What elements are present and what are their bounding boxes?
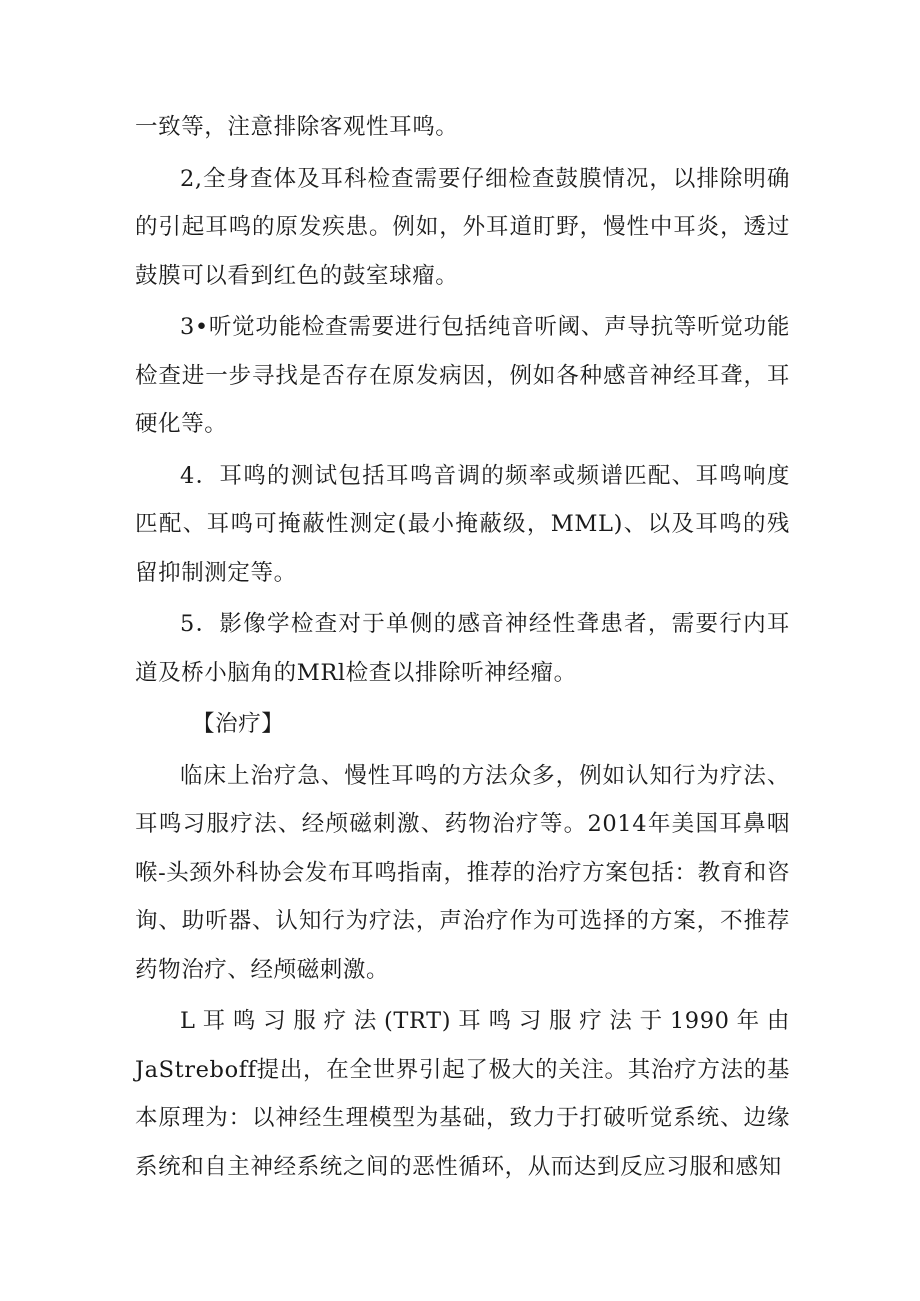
paragraph-item-3: 3•听觉功能检查需要进行包括纯音听阈、声导抗等听觉功能检查进一步寻找是否存在原发病因，例如各种感音神经耳聋，耳硬化等。: [135, 314, 790, 437]
paragraph-item-2: 2,全身查体及耳科检查需要仔细检查鼓膜情况，以排除明确的引起耳鸣的原发疾患。例如，外耳道盯野，慢性中耳炎，透过鼓膜可以看到红色的鼓室球瘤。: [135, 165, 790, 289]
paragraph-item-4: 4．耳鸣的测试包括耳鸣音调的频率或频谱匹配、耳鸣响度匹配、耳鸣可掩蔽性测定(最小掩蔽级，MML)、以及耳鸣的残留抑制测定等。: [135, 462, 790, 586]
paragraph-item-5: 5．影像学检查对于单侧的感音神经性聋患者，需要行内耳道及桥小脑角的MRl检查以排除听神经瘤。: [135, 611, 790, 686]
paragraph-continuation: 一致等，注意排除客观性耳鸣。: [135, 114, 459, 140]
document-body: [135, 103, 790, 1194]
section-heading-treatment: 【治疗】: [192, 711, 285, 737]
paragraph-trt: L耳鸣习服疗法(TRT)耳鸣习服疗法于1990年由JaStreboff提出，在全世界引起了极大的关注。其治疗方法的基本原理为：以神经生理模型为基础，致力于打破听觉系统、边缘系统和自主神经系统之间的恶性循环，从而达到反应习服和感知: [135, 1008, 790, 1180]
paragraph-treatment-intro: 临床上治疗急、慢性耳鸣的方法众多，例如认知行为疗法、耳鸣习服疗法、经颅磁刺激、药物治疗等。2014年美国耳鼻咽喉-头颈外科协会发布耳鸣指南，推荐的治疗方案包括：教育和咨询、助听器、认知行为疗法，声治疗作为可选择的方案，不推荐药物治疗、经颅磁刺激。: [135, 762, 791, 983]
